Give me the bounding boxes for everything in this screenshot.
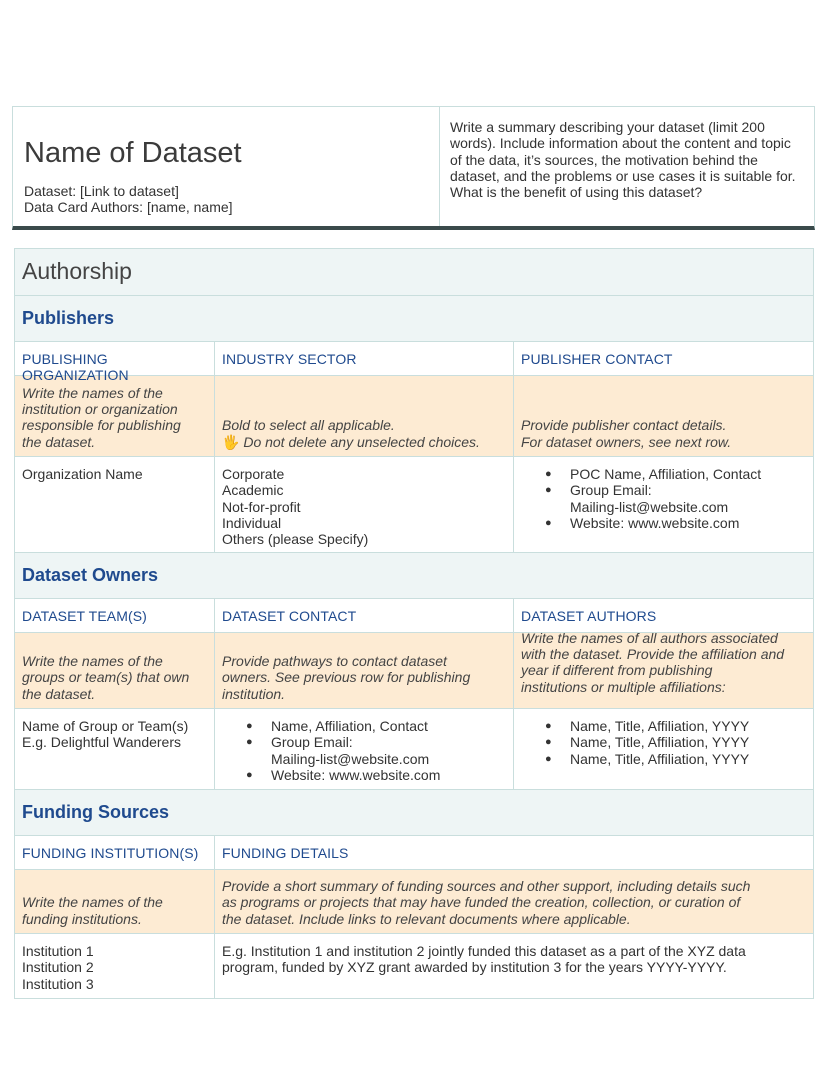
column-header: DATASET AUTHORS	[521, 608, 657, 624]
funding-header-row	[15, 836, 813, 870]
institution-name: Institution 2	[22, 959, 94, 976]
authorship-heading: Authorship	[15, 249, 813, 295]
list-item	[222, 734, 506, 767]
list-item: ● POC Name, Affiliation, Contact	[521, 466, 806, 482]
owners-title-row	[15, 553, 813, 599]
dataset-summary: Write a summary describing your dataset (limit 200 words). Include information about the content and topic of the data, it’s sources, the motivation behind the dataset, and the problems or use cases it is suitable for. What is the benefit of using this dataset?	[450, 119, 796, 201]
list-item	[521, 482, 806, 515]
raised-hand-icon: 🖐	[222, 433, 240, 450]
note-line: Write the names of all authors associated	[521, 629, 778, 646]
dataset-contact-list	[215, 709, 514, 789]
dataset-team-note	[15, 633, 215, 708]
publishers-header-row	[15, 342, 813, 384]
note-line: owners. See previous row for publishing	[222, 669, 471, 686]
header-meta	[24, 183, 233, 215]
column-header: FUNDING DETAILS	[222, 845, 349, 861]
column-header: FUNDING INSTITUTION(S)	[15, 836, 215, 869]
authorship-section	[14, 248, 814, 999]
sector-option[interactable]: Others (please Specify)	[222, 531, 369, 548]
owners-header-row	[15, 599, 813, 633]
funding-details-note	[215, 870, 813, 933]
publishers-title-row	[15, 296, 813, 342]
note-line: Bold to select all applicable.	[222, 417, 395, 434]
note-line: Provide a short summary of funding sources and other support, including details such	[222, 878, 751, 895]
note-line: Provide publisher contact details.	[521, 417, 727, 434]
note-line: groups or team(s) that own	[22, 669, 190, 686]
funding-details-value	[215, 934, 813, 998]
data-card-authors-line: Data Card Authors: [name, name]	[24, 199, 233, 215]
publishing-org-note	[15, 376, 215, 456]
publishers-note-row	[15, 376, 813, 457]
sector-option[interactable]: Not-for-profit	[222, 498, 301, 515]
note-line: responsible for publishing	[22, 417, 181, 434]
note-line: with the dataset. Provide the affiliation and	[521, 646, 785, 663]
list-item: ● Name, Title, Affiliation, YYYY	[521, 751, 806, 767]
note-line: For dataset owners, see next row.	[521, 433, 732, 450]
dataset-link-line: Dataset: [Link to dataset]	[24, 183, 179, 199]
note-line: institution or organization	[22, 401, 178, 418]
list-item-text: ● Group Email:	[570, 482, 652, 499]
publishers-data-row	[15, 457, 813, 553]
note-line: Write the names of the	[22, 653, 163, 670]
publisher-contact-list	[514, 457, 813, 552]
list-item: ● Name, Title, Affiliation, YYYY	[521, 734, 806, 750]
institution-name: Institution 3	[22, 975, 94, 992]
column-header: INDUSTRY SECTOR	[215, 342, 514, 375]
note-line: the dataset.	[22, 685, 96, 702]
email-link[interactable]: Mailing-list@website.com	[271, 750, 430, 767]
industry-sector-list	[215, 457, 514, 552]
column-header: DATASET TEAM(S)	[15, 599, 215, 632]
authorship-title-row	[15, 249, 813, 296]
note-line: institution.	[222, 685, 286, 702]
funding-data-row	[15, 934, 813, 998]
dataset-authors-note	[514, 629, 813, 708]
industry-sector-note	[215, 376, 514, 456]
details-line: E.g. Institution 1 and institution 2 jointly funded this dataset as a part of the XYZ data	[222, 943, 746, 959]
dataset-team-value	[15, 709, 215, 789]
note-line: the dataset. Include links to relevant documents where applicable.	[222, 910, 631, 927]
funding-note-row	[15, 870, 813, 934]
sector-option[interactable]: Individual	[222, 514, 282, 531]
sector-option[interactable]: Academic	[222, 482, 284, 499]
note-line	[222, 434, 506, 450]
institution-name: Institution 1	[22, 943, 94, 959]
note-line: Write the names of the	[22, 894, 163, 911]
funding-institutions-list	[15, 934, 215, 998]
list-item[interactable]: ● Website: www.website.com	[521, 515, 806, 531]
note-line: the dataset.	[22, 433, 96, 450]
note-line: institutions or multiple affiliations:	[521, 678, 726, 695]
note-line: as programs or projects that may have funded the creation, collection, or curation of	[222, 894, 741, 911]
column-header: DATASET CONTACT	[215, 599, 514, 632]
column-header: PUBLISHER CONTACT	[521, 351, 673, 367]
owners-data-row	[15, 709, 813, 790]
dataset-contact-note	[215, 633, 514, 708]
list-item: ● Name, Title, Affiliation, YYYY	[521, 718, 806, 734]
sector-option[interactable]: Corporate	[222, 466, 285, 482]
funding-institution-note	[15, 870, 215, 933]
note-line: Provide pathways to contact dataset	[222, 653, 447, 670]
note-line: year if different from publishing	[521, 662, 713, 679]
note-line: funding institutions.	[22, 910, 142, 927]
list-item: ● Name, Affiliation, Contact	[222, 718, 506, 734]
note-text: Do not delete any unselected choices.	[243, 433, 480, 450]
list-item-text: ● Group Email:	[271, 734, 353, 751]
owners-note-row	[15, 629, 813, 709]
publishers-heading: Publishers	[15, 296, 813, 341]
dataset-authors-list	[514, 709, 813, 789]
email-link[interactable]: Mailing-list@website.com	[570, 498, 729, 515]
funding-sources-heading: Funding Sources	[15, 790, 813, 835]
dataset-owners-heading: Dataset Owners	[15, 553, 813, 598]
dataset-header-card	[12, 106, 815, 230]
details-line: program, funded by XYZ grant awarded by institution 3 for the years YYYY-YYYY.	[222, 959, 727, 976]
note-line: Write the names of the	[22, 384, 163, 401]
header-left-panel	[13, 107, 440, 226]
list-item[interactable]: ● Website: www.website.com	[222, 767, 506, 783]
organization-name: Organization Name	[15, 457, 215, 552]
team-name: Name of Group or Team(s)	[22, 718, 189, 734]
dataset-title: Name of Dataset	[24, 137, 242, 169]
funding-title-row	[15, 790, 813, 836]
team-example: E.g. Delightful Wanderers	[22, 734, 181, 751]
column-header: PUBLISHING ORGANIZATION	[15, 342, 215, 375]
publisher-contact-note	[514, 376, 813, 456]
